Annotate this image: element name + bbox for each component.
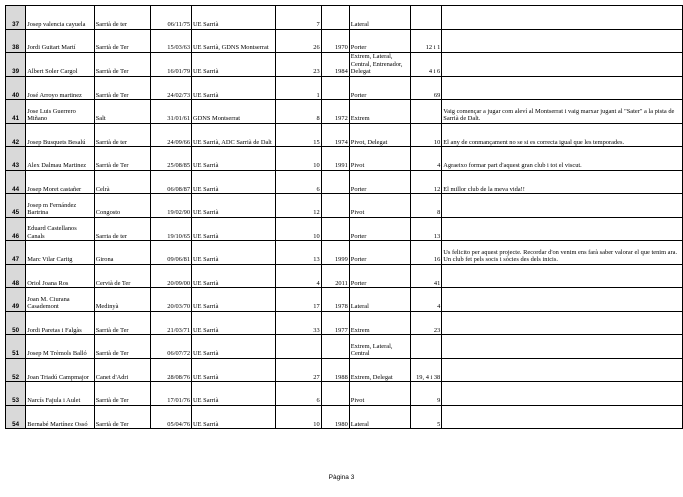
page-footer: Pàgina 3 bbox=[328, 474, 355, 481]
shirt-number bbox=[276, 335, 321, 359]
row-number: 54 bbox=[6, 405, 26, 429]
shirt-number: 15 bbox=[276, 123, 321, 147]
club-name: UE Sarrià bbox=[192, 405, 276, 429]
birth-date: 06/08/87 bbox=[151, 170, 192, 194]
player-comment bbox=[442, 29, 683, 53]
table-row bbox=[6, 76, 683, 100]
player-comment bbox=[442, 382, 683, 406]
start-year bbox=[321, 382, 349, 406]
player-name: Marc Vilar Caritg bbox=[26, 241, 95, 265]
player-town: Sarrià de Ter bbox=[94, 53, 150, 77]
seasons-count: 4 bbox=[410, 147, 441, 171]
club-name: UE Sarrià, GDNS Montserrat bbox=[192, 29, 276, 53]
player-position: Extrem, Lateral, Central, Entrenador, Delegat bbox=[349, 53, 410, 77]
shirt-number: 7 bbox=[276, 6, 321, 30]
player-town: Sarrià de Ter bbox=[94, 405, 150, 429]
row-number: 48 bbox=[6, 264, 26, 288]
shirt-number: 10 bbox=[276, 217, 321, 241]
seasons-count: 4 bbox=[410, 288, 441, 312]
player-name: Bernabé Martínez Ossó bbox=[26, 405, 95, 429]
shirt-number: 23 bbox=[276, 53, 321, 77]
row-number: 46 bbox=[6, 217, 26, 241]
start-year: 1999 bbox=[321, 241, 349, 265]
player-position: Pivot, Delegat bbox=[349, 123, 410, 147]
player-name: Jordi Paretas i Falgàs bbox=[26, 311, 95, 335]
seasons-count: 19, 4 i 38 bbox=[410, 358, 441, 382]
seasons-count: 16 bbox=[410, 241, 441, 265]
birth-date: 16/01/79 bbox=[151, 53, 192, 77]
player-comment bbox=[442, 311, 683, 335]
table-row bbox=[6, 382, 683, 406]
player-name: Jordi Guitart Martí bbox=[26, 29, 95, 53]
seasons-count bbox=[410, 335, 441, 359]
row-number: 40 bbox=[6, 76, 26, 100]
start-year bbox=[321, 217, 349, 241]
table-row bbox=[6, 123, 683, 147]
player-name: Albert Soler Cargol bbox=[26, 53, 95, 77]
birth-date: 20/09/00 bbox=[151, 264, 192, 288]
player-town: Sarrià de Ter bbox=[94, 147, 150, 171]
player-comment bbox=[442, 76, 683, 100]
player-comment bbox=[442, 217, 683, 241]
player-name: José Arroyo martinez bbox=[26, 76, 95, 100]
start-year: 1977 bbox=[321, 311, 349, 335]
table-row bbox=[6, 170, 683, 194]
table-row bbox=[6, 335, 683, 359]
shirt-number: 17 bbox=[276, 288, 321, 312]
row-number: 42 bbox=[6, 123, 26, 147]
birth-date: 09/06/81 bbox=[151, 241, 192, 265]
seasons-count: 23 bbox=[410, 311, 441, 335]
player-name: Josep m Fernández Bartrina bbox=[26, 194, 95, 218]
club-name: UE Sarrià bbox=[192, 147, 276, 171]
club-name: UE Sarrià bbox=[192, 170, 276, 194]
player-position: Porter bbox=[349, 76, 410, 100]
club-name: UE Sarrià bbox=[192, 217, 276, 241]
player-town: Sarrià de Ter bbox=[94, 29, 150, 53]
table-row bbox=[6, 6, 683, 30]
player-comment bbox=[442, 405, 683, 429]
player-name: Josep Moret castañer bbox=[26, 170, 95, 194]
seasons-count: 69 bbox=[410, 76, 441, 100]
player-name: Josep Busquets Besalú bbox=[26, 123, 95, 147]
table-row bbox=[6, 194, 683, 218]
table-row bbox=[6, 53, 683, 77]
club-name: UE Sarrià bbox=[192, 76, 276, 100]
birth-date: 31/01/61 bbox=[151, 100, 192, 124]
player-town: Sarrià de ter bbox=[94, 6, 150, 30]
player-town: Sarrià de Ter bbox=[94, 382, 150, 406]
start-year bbox=[321, 194, 349, 218]
table-row bbox=[6, 241, 683, 265]
start-year: 1974 bbox=[321, 123, 349, 147]
start-year: 1978 bbox=[321, 288, 349, 312]
start-year: 1972 bbox=[321, 100, 349, 124]
birth-date: 19/10/65 bbox=[151, 217, 192, 241]
start-year: 1991 bbox=[321, 147, 349, 171]
row-number: 53 bbox=[6, 382, 26, 406]
row-number: 43 bbox=[6, 147, 26, 171]
player-comment bbox=[442, 6, 683, 30]
start-year bbox=[321, 6, 349, 30]
player-name: Joan Triadú Campmajor bbox=[26, 358, 95, 382]
row-number: 45 bbox=[6, 194, 26, 218]
shirt-number: 27 bbox=[276, 358, 321, 382]
club-name: UE Sarrià bbox=[192, 264, 276, 288]
club-name: UE Sarrià bbox=[192, 194, 276, 218]
table-row bbox=[6, 100, 683, 124]
player-position: Porter bbox=[349, 241, 410, 265]
player-name: Narcís Fajula i Aulet bbox=[26, 382, 95, 406]
table-row bbox=[6, 147, 683, 171]
start-year: 1988 bbox=[321, 358, 349, 382]
player-position: Pivot bbox=[349, 194, 410, 218]
player-comment: Vaig començar a jugar com aleví al Montserrat i vaig marxar jugant al "Sater" a la pista de Sarrià de Dalt. bbox=[442, 100, 683, 124]
birth-date: 17/01/76 bbox=[151, 382, 192, 406]
club-name: UE Sarrià bbox=[192, 382, 276, 406]
player-town: Canet d'Adri bbox=[94, 358, 150, 382]
seasons-count: 12 bbox=[410, 170, 441, 194]
birth-date: 19/02/90 bbox=[151, 194, 192, 218]
row-number: 50 bbox=[6, 311, 26, 335]
row-number: 52 bbox=[6, 358, 26, 382]
player-town: Sarrià de Ter bbox=[94, 76, 150, 100]
player-town: Girona bbox=[94, 241, 150, 265]
player-position: Extrem bbox=[349, 311, 410, 335]
birth-date: 20/03/70 bbox=[151, 288, 192, 312]
start-year bbox=[321, 335, 349, 359]
row-number: 37 bbox=[6, 6, 26, 30]
player-name: Jose Luis Guerrero Miñano bbox=[26, 100, 95, 124]
player-comment bbox=[442, 53, 683, 77]
shirt-number: 26 bbox=[276, 29, 321, 53]
player-position: Pivot bbox=[349, 147, 410, 171]
player-name: Josep valencia cayuela bbox=[26, 6, 95, 30]
player-position: Lateral bbox=[349, 405, 410, 429]
club-name: UE Sarrià bbox=[192, 311, 276, 335]
birth-date: 24/02/73 bbox=[151, 76, 192, 100]
club-name: UE Sarrià bbox=[192, 335, 276, 359]
club-name: UE Sarrià bbox=[192, 288, 276, 312]
player-comment: El millor club de la meva vida!! bbox=[442, 170, 683, 194]
start-year: 1984 bbox=[321, 53, 349, 77]
seasons-count: 5 bbox=[410, 405, 441, 429]
club-name: UE Sarrià bbox=[192, 358, 276, 382]
seasons-count bbox=[410, 6, 441, 30]
seasons-count: 10 bbox=[410, 123, 441, 147]
player-town: Sarria de ter bbox=[94, 217, 150, 241]
club-name: UE Sarrià bbox=[192, 6, 276, 30]
start-year: 1980 bbox=[321, 405, 349, 429]
seasons-count: 9 bbox=[410, 382, 441, 406]
table-row bbox=[6, 358, 683, 382]
player-position: Porter bbox=[349, 217, 410, 241]
player-position: Extrem, Delegat bbox=[349, 358, 410, 382]
row-number: 47 bbox=[6, 241, 26, 265]
player-name: Joan M. Ciurana Casademont bbox=[26, 288, 95, 312]
player-position: Pivot bbox=[349, 382, 410, 406]
player-position: Extrem bbox=[349, 100, 410, 124]
table-row bbox=[6, 29, 683, 53]
row-number: 38 bbox=[6, 29, 26, 53]
shirt-number: 6 bbox=[276, 382, 321, 406]
player-town: Cervià de Ter bbox=[94, 264, 150, 288]
birth-date: 15/03/63 bbox=[151, 29, 192, 53]
shirt-number: 10 bbox=[276, 147, 321, 171]
player-position: Porter bbox=[349, 170, 410, 194]
shirt-number: 10 bbox=[276, 405, 321, 429]
birth-date: 24/09/66 bbox=[151, 123, 192, 147]
player-name: Alex Dalmau Martinez bbox=[26, 147, 95, 171]
player-town: Congosto bbox=[94, 194, 150, 218]
club-name: UE Sarrià bbox=[192, 241, 276, 265]
shirt-number: 33 bbox=[276, 311, 321, 335]
player-name: Josep M Trèmols Balló bbox=[26, 335, 95, 359]
player-town: Sarrià de Ter bbox=[94, 335, 150, 359]
birth-date: 25/08/85 bbox=[151, 147, 192, 171]
start-year bbox=[321, 170, 349, 194]
data-table bbox=[5, 5, 683, 429]
player-position: Lateral bbox=[349, 6, 410, 30]
seasons-count bbox=[410, 100, 441, 124]
shirt-number: 12 bbox=[276, 194, 321, 218]
start-year: 2011 bbox=[321, 264, 349, 288]
table-row bbox=[6, 405, 683, 429]
seasons-count: 41 bbox=[410, 264, 441, 288]
player-position: Porter bbox=[349, 29, 410, 53]
birth-date: 06/07/72 bbox=[151, 335, 192, 359]
table-row bbox=[6, 217, 683, 241]
player-comment bbox=[442, 194, 683, 218]
player-position: Porter bbox=[349, 264, 410, 288]
player-town: Celrà bbox=[94, 170, 150, 194]
seasons-count: 8 bbox=[410, 194, 441, 218]
row-number: 39 bbox=[6, 53, 26, 77]
table-row bbox=[6, 264, 683, 288]
seasons-count: 4 i 6 bbox=[410, 53, 441, 77]
player-position: Extrem, Lateral, Central bbox=[349, 335, 410, 359]
birth-date: 21/03/71 bbox=[151, 311, 192, 335]
player-town: Sarrià de ter bbox=[94, 123, 150, 147]
player-comment bbox=[442, 288, 683, 312]
table-row bbox=[6, 311, 683, 335]
player-town: Salt bbox=[94, 100, 150, 124]
birth-date: 06/11/75 bbox=[151, 6, 192, 30]
row-number: 49 bbox=[6, 288, 26, 312]
player-comment bbox=[442, 358, 683, 382]
shirt-number: 4 bbox=[276, 264, 321, 288]
row-number: 51 bbox=[6, 335, 26, 359]
player-comment bbox=[442, 264, 683, 288]
start-year bbox=[321, 76, 349, 100]
seasons-count: 12 i 1 bbox=[410, 29, 441, 53]
shirt-number: 8 bbox=[276, 100, 321, 124]
birth-date: 28/08/76 bbox=[151, 358, 192, 382]
shirt-number: 6 bbox=[276, 170, 321, 194]
player-position: Lateral bbox=[349, 288, 410, 312]
seasons-count: 13 bbox=[410, 217, 441, 241]
club-name: UE Sarrià, ADC Sarrià de Dalt bbox=[192, 123, 276, 147]
player-comment: Us felicito per aquest projecte. Recordar d'on venim ens farà saber valorar el que tenim ara. Un club fet pels socis i sòcies des dels inicis. bbox=[442, 241, 683, 265]
shirt-number: 13 bbox=[276, 241, 321, 265]
player-name: Eduard Castellanos Canals bbox=[26, 217, 95, 241]
shirt-number: 1 bbox=[276, 76, 321, 100]
player-town: Medinyà bbox=[94, 288, 150, 312]
row-number: 41 bbox=[6, 100, 26, 124]
table-row bbox=[6, 288, 683, 312]
table-body bbox=[6, 6, 683, 429]
club-name: GDNS Montserrat bbox=[192, 100, 276, 124]
start-year: 1970 bbox=[321, 29, 349, 53]
row-number: 44 bbox=[6, 170, 26, 194]
player-name: Oriol Joana Ros bbox=[26, 264, 95, 288]
birth-date: 05/04/76 bbox=[151, 405, 192, 429]
player-comment: El any de conmançament no se si es correcta igual que les temporades. bbox=[442, 123, 683, 147]
player-town: Sarrià de Ter bbox=[94, 311, 150, 335]
player-comment bbox=[442, 335, 683, 359]
player-comment: Agraeixo formar part d'aquest gran club i tot el viscut. bbox=[442, 147, 683, 171]
club-name: UE Sarrià bbox=[192, 53, 276, 77]
